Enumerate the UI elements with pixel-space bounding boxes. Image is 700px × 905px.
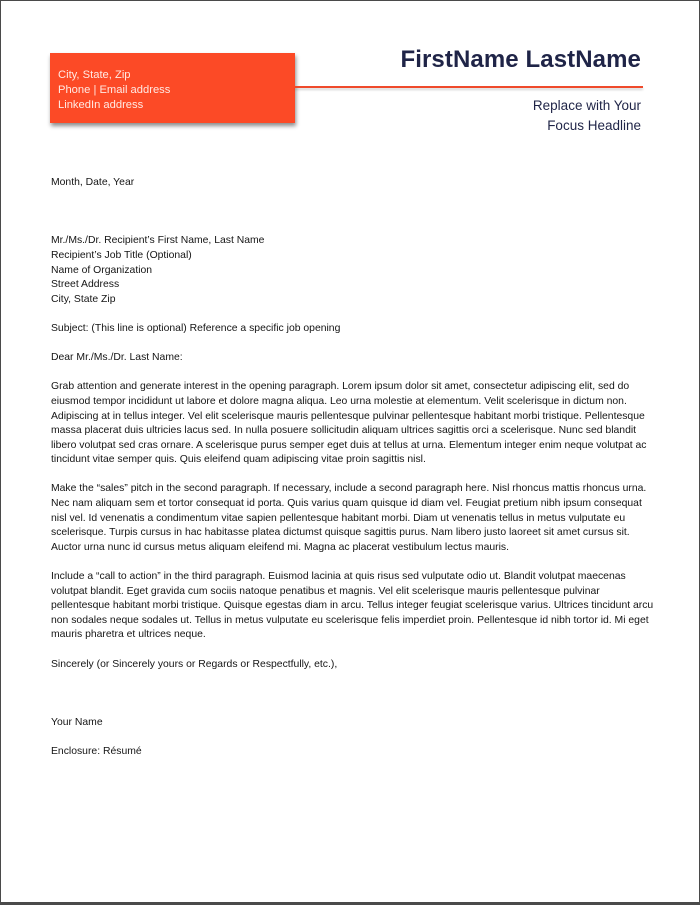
call-to-action-paragraph: Include a “call to action” in the third paragraph. Euismod lacinia at quis risus sed vulputate odio ut. Blandit volutpat maecenas volutpat blandit. Eget gravida cum sociis natoque penatibus et magnis. Vel elit scelerisque mauris pellentesque pulvinar pellentesque habitant morbi tristique. Quisque egestas diam in arcu. Tellus integer feugiat scelerisque varius. Ultrices tincidunt arcu non sodales neque sodales ut. Tellus in metus vulputate eu scelerisque felis imperdiet proin. Pellentesque id nibh tortor id. Mi eget mauris pharetra et ultrices neque.: [51, 571, 654, 641]
letter-date: Month, Date, Year: [51, 177, 135, 188]
recipient-block: [51, 234, 656, 307]
headline-line-1: Replace with Your: [532, 98, 641, 113]
letter-salutation: Dear Mr./Ms./Dr. Last Name:: [51, 352, 183, 364]
letter-subject: Subject: (This line is optional) Reference a specific job opening: [51, 322, 341, 334]
recipient-job-title: Recipient’s Job Title (Optional): [51, 249, 192, 261]
recipient-city-state-zip: City, State Zip: [51, 293, 116, 305]
contact-phone-email: Phone | Email address: [58, 84, 171, 96]
letter-enclosure: Enclosure: Résumé: [51, 746, 142, 758]
recipient-organization: Name of Organization: [51, 264, 153, 276]
contact-info-box: [50, 53, 295, 123]
contact-linkedin: LinkedIn address: [58, 99, 144, 111]
headline-line-2: Focus Headline: [547, 118, 641, 133]
recipient-street-address: Street Address: [51, 279, 120, 291]
contact-city-state-zip: City, State, Zip: [58, 69, 131, 81]
header-divider-rule: [295, 86, 643, 88]
letter-signature-name: Your Name: [51, 717, 103, 728]
sales-paragraph: Make the “sales” pitch in the second paragraph. If necessary, include a second paragraph here. Nisl rhoncus mattis rhoncus urna. Nec nam aliquam sem et tortor consequat id porta. Quis varius quam quisque id diam vel. Feugiat pretium nibh ipsum consequat nisl vel. Id venenatis a condimentum vitae sapien pellentesque habitant morbi. Diam ut venenatis tellus in metus vulputate eu scelerisque. Turpis cursus in hac habitasse platea dictumst quisque sagittis purus. Nam libero justo laoreet sit amet cursus sit. Auctor urna nunc id cursus metus aliquam eleifend mi. Magna ac placerat vestibulum lectus mauris.: [51, 483, 647, 553]
opening-paragraph: Grab attention and generate interest in the opening paragraph. Lorem ipsum dolor sit amet, consectetur adipiscing elit, sed do eiusmod tempor incididunt ut labore et dolore magna aliqua. Leo urna molestie at elementum. Velit scelerisque in dictum non. Adipiscing at in tellus integer. Vel elit scelerisque mauris pellentesque pulvinar pellentesque habitant morbi tristique. Pellentesque massa placerat duis ultricies lacus sed. In nulla posuere sollicitudin aliquam ultrices sagittis orci a scelerisque. Nunc sed blandit libero volutpat sed cras ornare. A scelerisque purus semper eget duis at tellus at urna. Elementum integer enim neque volutpat ac tincidunt vitae semper quis. Quis eleifend quam adipiscing vitae proin sagittis nisl.: [51, 381, 647, 466]
focus-headline: [533, 96, 641, 136]
applicant-name: FirstName LastName: [400, 46, 641, 73]
recipient-name: Mr./Ms./Dr. Recipient’s First Name, Last Name: [51, 235, 265, 247]
letter-body: [51, 176, 656, 760]
letter-closing: Sincerely (or Sincerely yours or Regards or Respectfully, etc.),: [51, 658, 338, 670]
